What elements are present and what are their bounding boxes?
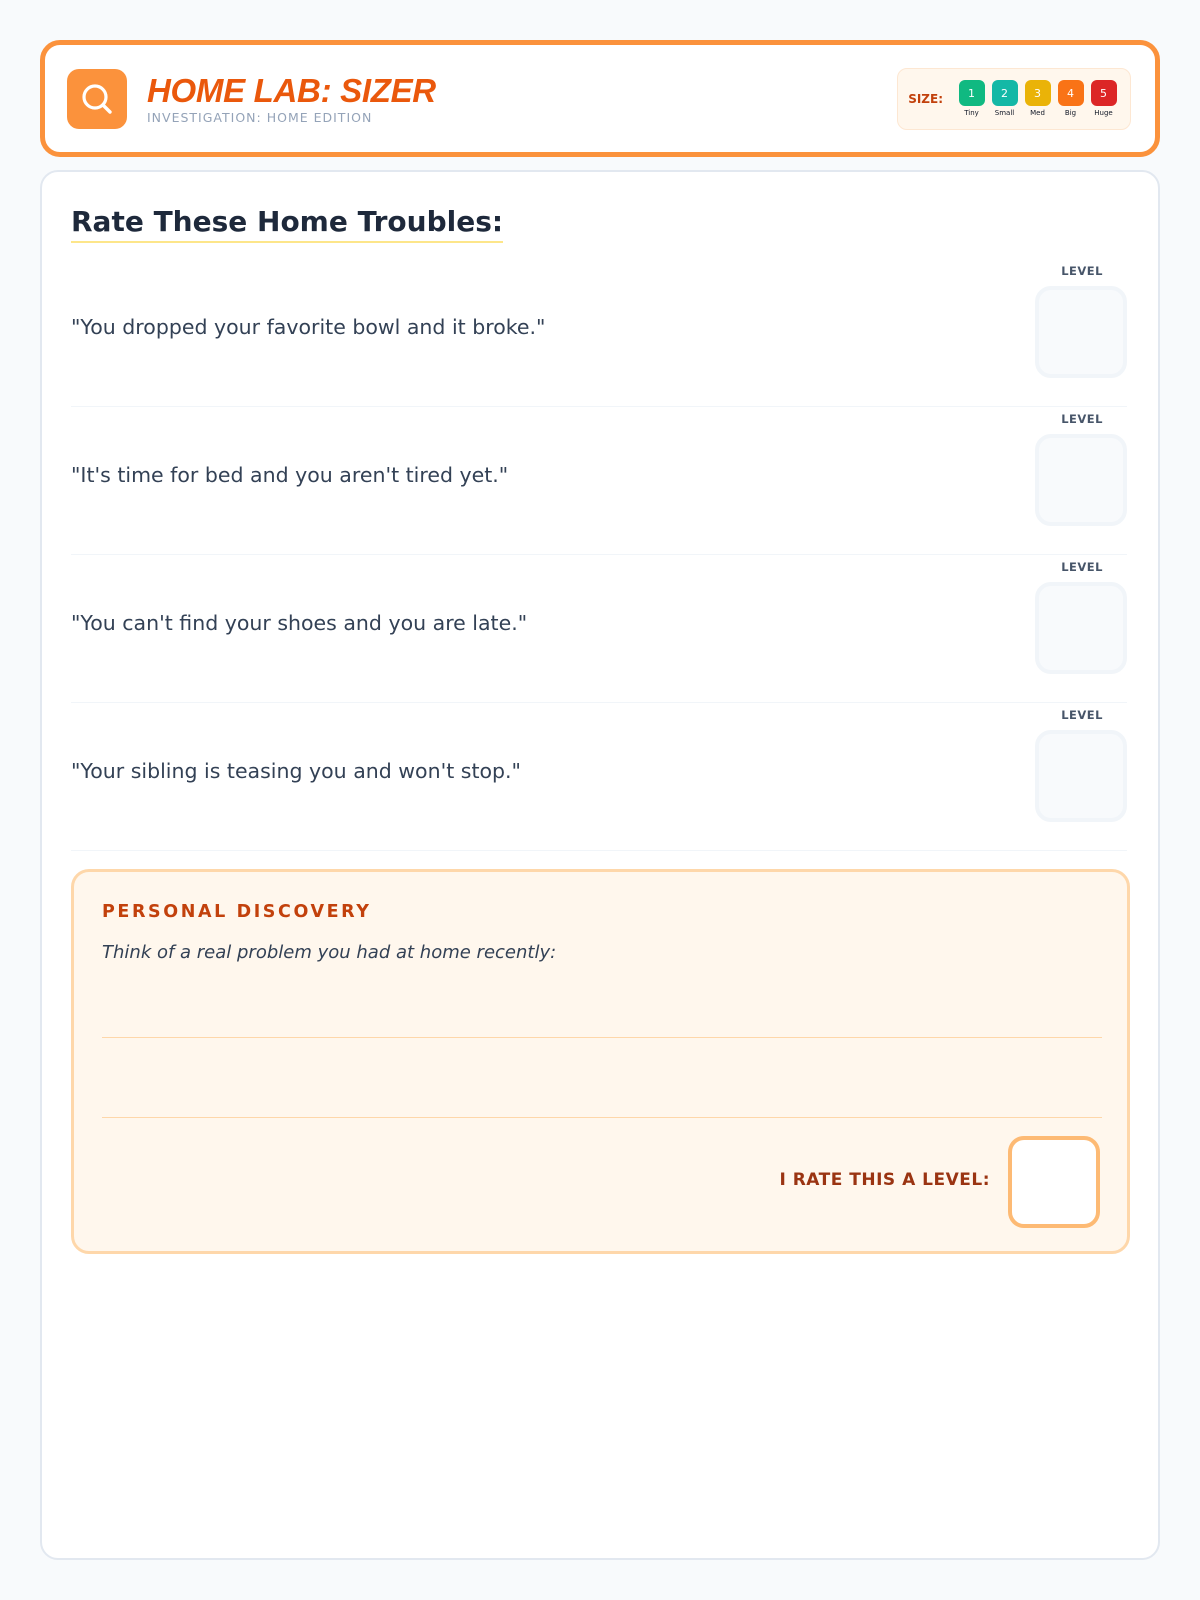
trouble-row	[71, 407, 1127, 555]
size-chip: 2	[992, 80, 1018, 106]
size-name: Med	[1030, 109, 1045, 117]
logo	[67, 69, 127, 129]
level-answer-box[interactable]	[1035, 286, 1127, 378]
level-answer-box[interactable]	[1035, 730, 1127, 822]
size-label: SIZE:	[908, 91, 943, 106]
size-chip: 4	[1058, 80, 1084, 106]
trouble-text: "It's time for bed and you aren't tired yet."	[71, 463, 509, 487]
size-name: Small	[994, 109, 1015, 117]
discovery-prompt: Think of a real problem you had at home recently:	[102, 942, 557, 963]
level-answer-box[interactable]	[1035, 434, 1127, 526]
personal-discovery-box	[71, 869, 1130, 1254]
rate-answer-box[interactable]	[1008, 1136, 1100, 1228]
section-title: Rate These Home Troubles:	[71, 204, 503, 243]
title-block	[147, 72, 436, 125]
level-label: LEVEL	[1061, 264, 1103, 278]
trouble-row	[71, 555, 1127, 703]
size-legend	[897, 68, 1131, 130]
size-name: Huge	[1094, 109, 1113, 117]
trouble-row	[71, 703, 1127, 851]
size-item-huge	[1090, 80, 1117, 117]
size-item-big	[1057, 80, 1084, 117]
app-subtitle: INVESTIGATION: HOME EDITION	[147, 110, 373, 125]
writing-line[interactable]	[102, 1117, 1102, 1118]
trouble-list	[71, 259, 1127, 851]
level-answer-box[interactable]	[1035, 582, 1127, 674]
app-title: HOME LAB: SIZER	[147, 72, 436, 109]
header-card	[40, 40, 1160, 157]
discovery-title: PERSONAL DISCOVERY	[102, 902, 372, 922]
trouble-text: "You can't find your shoes and you are late."	[71, 611, 528, 635]
trouble-row	[71, 259, 1127, 407]
magnifier-icon	[79, 81, 115, 117]
trouble-text: "Your sibling is teasing you and won't stop."	[71, 759, 521, 783]
rate-label: I RATE THIS A LEVEL:	[779, 1170, 990, 1190]
trouble-text: "You dropped your favorite bowl and it broke."	[71, 315, 546, 339]
level-label: LEVEL	[1061, 412, 1103, 426]
size-item-small	[991, 80, 1018, 117]
size-item-med	[1024, 80, 1051, 117]
size-name: Big	[1064, 109, 1077, 117]
size-chip: 3	[1025, 80, 1051, 106]
size-chip: 1	[959, 80, 985, 106]
size-name: Tiny	[964, 109, 979, 117]
size-item-tiny	[958, 80, 985, 117]
level-label: LEVEL	[1061, 708, 1103, 722]
size-chip: 5	[1091, 80, 1117, 106]
worksheet-card	[40, 170, 1160, 1560]
writing-line[interactable]	[102, 1037, 1102, 1038]
level-label: LEVEL	[1061, 560, 1103, 574]
